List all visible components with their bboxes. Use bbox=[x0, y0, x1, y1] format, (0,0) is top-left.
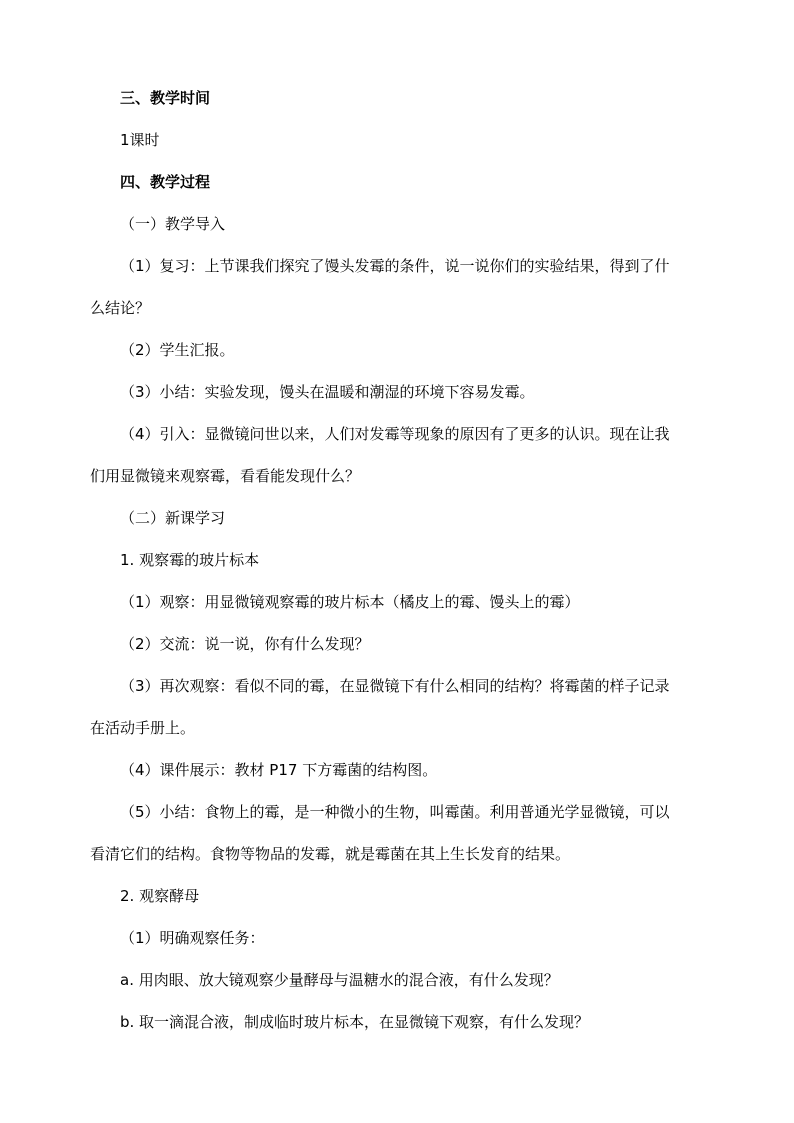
observe-yeast-task-b: b. 取一滴混合液，制成临时玻片标本，在显微镜下观察，有什么发现？ bbox=[120, 1013, 590, 1031]
intro-paragraph-4-line-1: （4）引入：显微镜问世以来，人们对发霉等现象的原因有了更多的认识。现在让我 bbox=[120, 425, 670, 443]
intro-paragraph-1-line-1: （1）复习：上节课我们探究了馒头发霉的条件，说一说你们的实验结果，得到了什 bbox=[120, 257, 670, 275]
observe-yeast-task-a: a. 用肉眼、放大镜观察少量酵母与温糖水的混合液，有什么发现？ bbox=[120, 971, 559, 989]
intro-heading: （一）教学导入 bbox=[120, 215, 226, 233]
teaching-time-heading: 三、教学时间 bbox=[120, 89, 211, 107]
observe-mold-step-5-line-1: （5）小结：食物上的霉，是一种微小的生物，叫霉菌。利用普通光学显微镜，可以 bbox=[120, 803, 670, 821]
observe-mold-step-3-line-2: 在活动手册上。 bbox=[90, 719, 196, 737]
teaching-process-heading: 四、教学过程 bbox=[120, 173, 211, 191]
observe-mold-step-3-line-1: （3）再次观察：看似不同的霉，在显微镜下有什么相同的结构？将霉菌的样子记录 bbox=[120, 677, 670, 695]
observe-mold-title: 1. 观察霉的玻片标本 bbox=[120, 551, 260, 569]
observe-yeast-step-1: （1）明确观察任务： bbox=[120, 929, 265, 947]
intro-paragraph-1-line-2: 么结论？ bbox=[90, 299, 151, 317]
observe-mold-step-5-line-2: 看清它们的结构。食物等物品的发霉，就是霉菌在其上生长发育的结果。 bbox=[90, 845, 571, 863]
intro-paragraph-3: （3）小结：实验发现，馒头在温暖和潮湿的环境下容易发霉。 bbox=[120, 383, 535, 401]
observe-yeast-title: 2. 观察酵母 bbox=[120, 887, 200, 905]
observe-mold-step-2: （2）交流：说一说，你有什么发现？ bbox=[120, 635, 370, 653]
intro-paragraph-2: （2）学生汇报。 bbox=[120, 341, 235, 359]
teaching-time-value: 1课时 bbox=[120, 131, 160, 149]
new-lesson-heading: （二）新课学习 bbox=[120, 509, 226, 527]
observe-mold-step-1: （1）观察：用显微镜观察霉的玻片标本（橘皮上的霉、馒头上的霉） bbox=[120, 593, 580, 611]
observe-mold-step-4: （4）课件展示：教材 P17 下方霉菌的结构图。 bbox=[120, 761, 438, 779]
intro-paragraph-4-line-2: 们用显微镜来观察霉，看看能发现什么？ bbox=[90, 467, 361, 485]
